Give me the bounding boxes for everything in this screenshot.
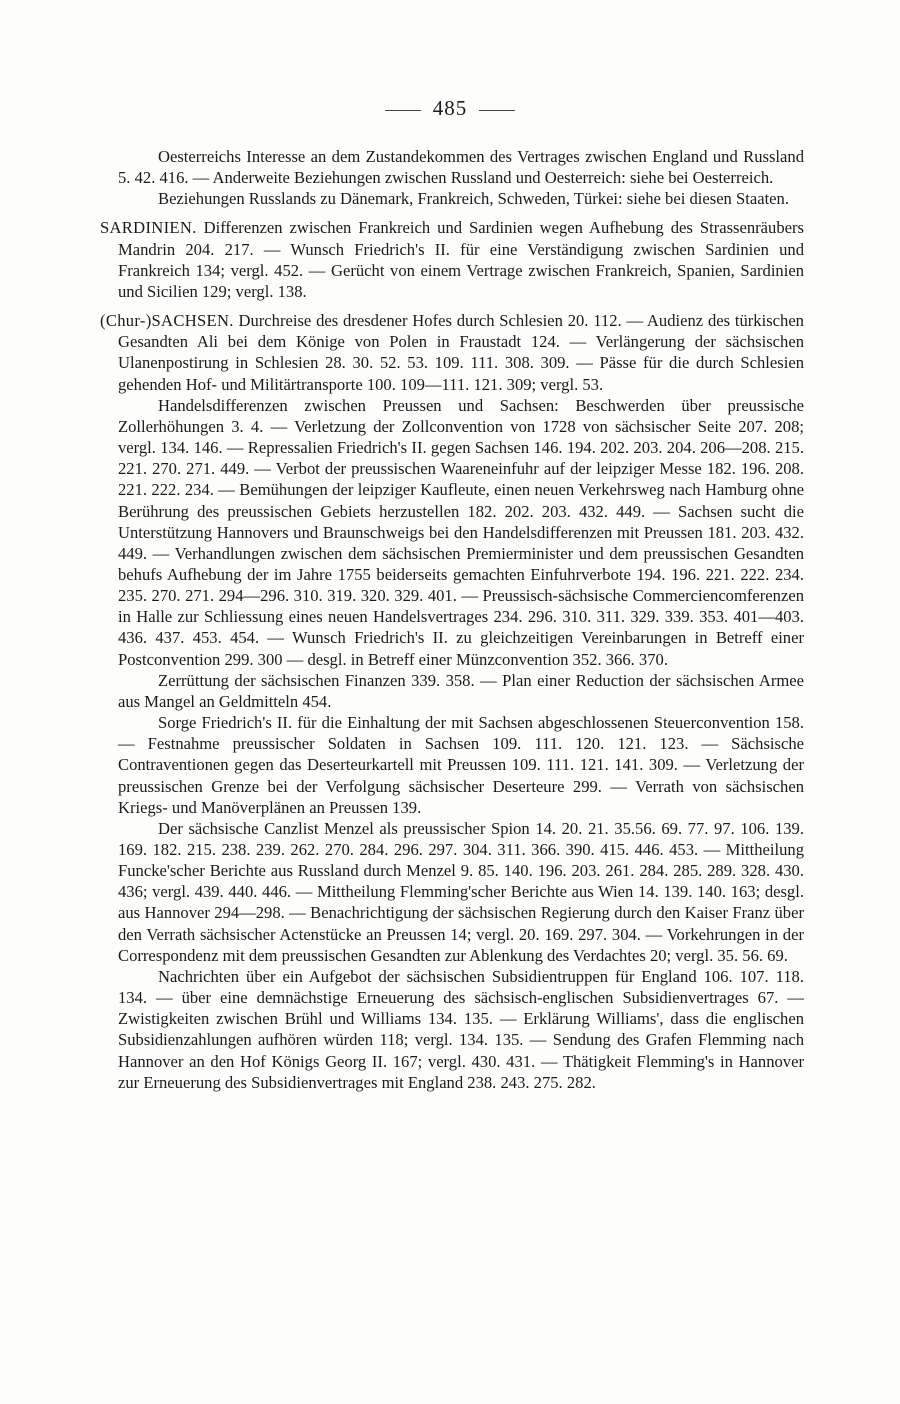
russland-continuation <box>100 146 804 209</box>
entry-paragraph <box>100 217 804 302</box>
paragraph: Beziehungen Russlands zu Dänemark, Frankreich, Schweden, Türkei: siehe bei diesen Staaten. <box>158 189 789 209</box>
entry-sachsen <box>100 310 804 1093</box>
index-text <box>100 146 804 1093</box>
paragraph: Zerrüttung der sächsischen Finanzen 339. 358. — Plan einer Reduction der sächsischen Armee aus Mangel an Geldmitteln 454. <box>118 670 804 711</box>
entry-paragraph <box>100 310 804 395</box>
right-rule <box>479 110 515 111</box>
entry-keyword: SARDINIEN. <box>100 218 197 238</box>
entry-keyword: (Chur-)SACHSEN. <box>100 311 234 331</box>
paragraph: Sorge Friedrich's II. für die Einhaltung der mit Sachsen abgeschlossenen Steuerconvention 158. — Festnahme preussischer Soldaten in Sachsen 109. 111. 120. 121. 123. — Sächsische Contraventionen gegen das Deserteurkartell mit Preussen 109. 111. 121. 141. 309. — Verletzung der preussischen Grenze bei der Verfolgung sächsischer Deserteure 299. — Verrath von sächsischen Kriegs- und Manöverplänen an Preussen 139. <box>118 713 804 817</box>
entry-text: Differenzen zwischen Frankreich und Sardinien wegen Aufhebung des Strassenräubers Mandrin 204. 217. — Wunsch Friedrich's II. für eine Verständigung zwischen Sardinien und Frankreich 134; vergl. 452. — Gerücht von einem Vertrage zwischen Frankreich, Spanien, Sardinien und Sicilien 129; vergl. 138. <box>118 218 804 301</box>
entry-text: Durchreise des dresdener Hofes durch Schlesien 20. 112. — Audienz des türkischen Gesandten Ali bei dem Könige von Polen in Fraustadt 124. — Verlängerung der sächsischen Ulanenpostirung in Schlesien 28. 30. 52. 53. 109. 111. 308. 309. — Pässe für die durch Schlesien gehenden Hof- und Militärtransporte 100. 109—111. 121. 309; vergl. 53. <box>118 311 804 394</box>
entry-sardinien <box>100 217 804 302</box>
paragraph: Der sächsische Canzlist Menzel als preussischer Spion 14. 20. 21. 35.56. 69. 77. 97. 106. 139. 169. 182. 215. 238. 239. 262. 270. 284. 296. 297. 304. 311. 366. 390. 415. 446. 453. — Mittheilung Funcke'scher Berichte aus Russland durch Menzel 9. 85. 140. 196. 203. 261. 284. 285. 289. 328. 430. 436; vergl. 439. 440. 446. — Mittheilung Flemming'scher Berichte aus Wien 14. 139. 140. 163; desgl. aus Hannover 294—298. — Benachrichtigung der sächsischen Regierung durch den Kaiser Franz über den Verrath sächsischer Actenstücke an Preussen 14; vergl. 20. 169. 297. 304. — Vorkehrungen in der Correspondenz mit dem preussischen Gesandten zur Ablenkung des Verdachtes 20; vergl. 35. 56. 69. <box>118 818 804 965</box>
paragraph: Oesterreichs Interesse an dem Zustandekommen des Vertrages zwischen England und Russland 5. 42. 416. — Anderweite Beziehungen zwischen Russland und Oesterreich: siehe bei Oesterreich. <box>118 147 804 188</box>
page-number-text: 485 <box>432 96 468 120</box>
paragraph: Nachrichten über ein Aufgebot der sächsischen Subsidientruppen für England 106. 107. 118. 134. — über eine demnächstige Erneuerung des sächsisch-englischen Subsidienvertrages 67. — Zwistigkeiten zwischen Brühl und Williams 134. 135. — Erklärung Williams', dass die englischen Subsidienzahlungen aufhören würden 118; vergl. 134. 135. — Sendung des Grafen Flemming nach Hannover an den Hof Königs Georg II. 167; vergl. 430. 431. — Thätigkeit Flemming's in Hannover zur Erneuerung des Subsidienvertrages mit England 238. 243. 275. 282. <box>118 966 804 1092</box>
paragraph: Handelsdifferenzen zwischen Preussen und Sachsen: Beschwerden über preussische Zollerhöhungen 3. 4. — Verletzung der Zollconvention von 1728 von sächsischer Seite 207. 208; vergl. 134. 146. — Repressalien Friedrich's II. gegen Sachsen 146. 194. 202. 203. 204. 206—208. 215. 221. 270. 271. 449. — Verbot der preussischen Waareneinfuhr auf der leipziger Messe 182. 196. 208. 221. 222. 234. — Bemühungen der leipziger Kaufleute, einen neuen Verkehrsweg nach Hamburg ohne Berührung des preussischen Gebiets herzustellen 182. 202. 203. 432. 449. — Sachsen sucht die Unterstützung Hannovers und Braunschweigs bei den Handelsdifferenzen mit Preussen 181. 203. 432. 449. — Verhandlungen zwischen dem sächsischen Premierminister und dem preussischen Gesandten behufs Aufhebung der im Jahre 1755 beiderseits gemachten Einfuhrverbote 194. 196. 221. 222. 234. 235. 270. 271. 294—296. 310. 319. 320. 329. 401. — Preussisch-sächsische Commerciencomferenzen in Halle zur Schliessung eines neuen Handelsvertrages 234. 296. 310. 311. 329. 339. 353. 401—403. 436. 437. 453. 454. — Wunsch Friedrich's II. zu gleichzeitigen Vereinbarungen in Betreff einer Postconvention 299. 300 — desgl. in Betreff einer Münzconvention 352. 366. 370. <box>118 395 804 669</box>
left-rule <box>385 110 421 111</box>
page-number <box>0 96 900 121</box>
